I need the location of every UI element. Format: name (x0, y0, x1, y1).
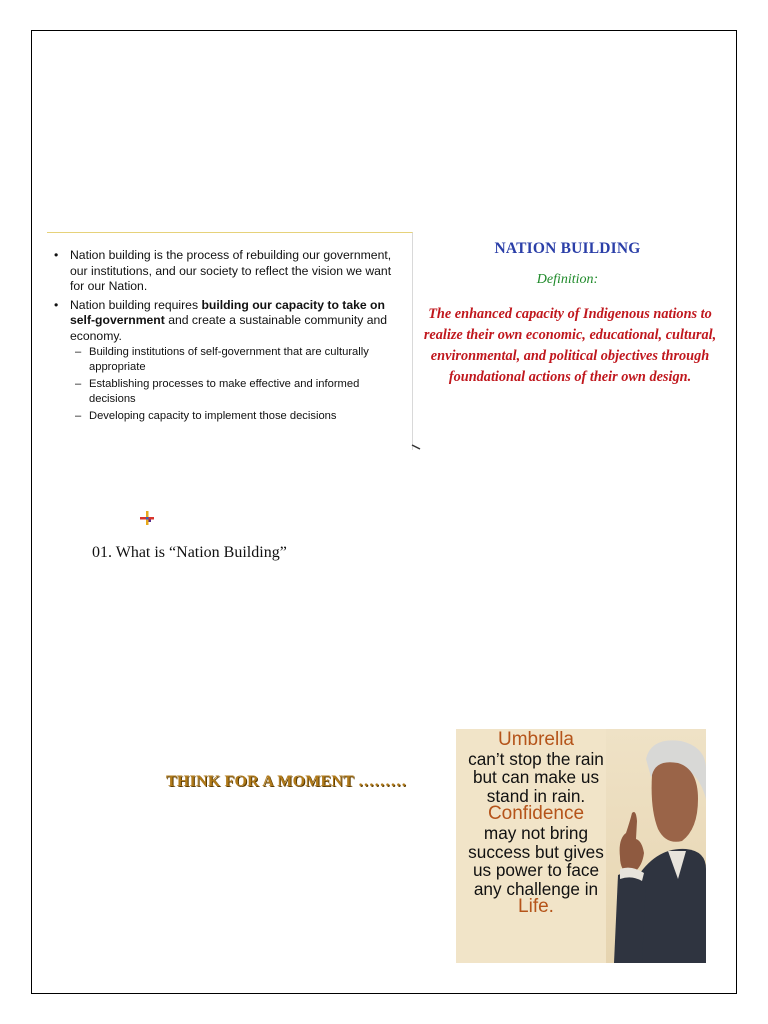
slide-excerpt (47, 232, 413, 450)
quote-line-2: may not bring success but gives us power to face any challenge in (468, 822, 604, 899)
bullet-text-bold: building our capacity to take on self-government (70, 297, 385, 327)
definition-subtitle: Definition: (536, 272, 599, 287)
bullet-text-before: Nation building requires (70, 297, 202, 312)
sub-item: – Developing capacity to implement those decisions (70, 409, 402, 424)
quote-text (460, 731, 612, 917)
corner-mark-icon (411, 444, 421, 450)
sub-item: – Establishing processes to make effective and informed decisions (70, 377, 402, 406)
sub-item: – Building institutions of self-government that are culturally appropriate (70, 345, 402, 374)
think-heading: THINK FOR A MOMENT ……… (166, 773, 407, 790)
quote-word-umbrella: Umbrella (497, 729, 575, 750)
quote-word-life: Life. (518, 896, 554, 918)
bullet-text-after: and create a sustainable community and economy. (70, 313, 388, 343)
question-heading: 01. What is “Nation Building” (92, 544, 287, 561)
quote-word-confidence: Confidence (487, 803, 585, 825)
quote-line-1: can’t stop the rain but can make us stand in rain. (468, 748, 604, 806)
definition-title: NATION BUILDING (494, 240, 641, 257)
bullet-text: Nation building is the process of rebuilding our government, our institutions, and our society to reflect the vision we want for our Nation. (70, 248, 392, 293)
bullet-item (54, 298, 402, 424)
plus-icon (139, 510, 155, 526)
bullet-item (54, 248, 402, 295)
quote-image (456, 729, 706, 963)
definition-body: The enhanced capacity of Indigenous nations to realize their own economic, educational, cultural, environmental, and political objectives through foundational actions of their own design. (423, 306, 717, 385)
definition-block (420, 240, 715, 388)
portrait-image (606, 729, 706, 963)
